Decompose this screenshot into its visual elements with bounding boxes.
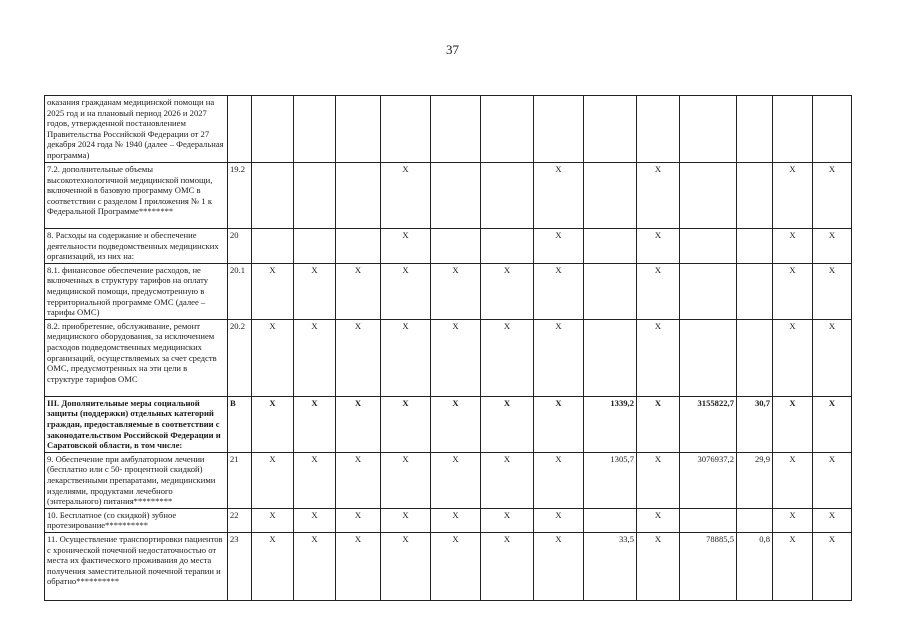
cell: X	[773, 163, 813, 229]
cell: X	[252, 452, 294, 508]
cell: X	[252, 532, 294, 600]
cell: X	[381, 163, 431, 229]
cell: X	[637, 396, 680, 452]
cell: X	[813, 319, 852, 396]
cell	[252, 163, 294, 229]
row-number: 21	[228, 452, 252, 508]
cell: X	[481, 396, 534, 452]
cell: 30,7	[737, 396, 773, 452]
cell: 78885,5	[680, 532, 737, 600]
cell: X	[431, 508, 481, 532]
cell: X	[534, 396, 584, 452]
row-description: 8.1. финансовое обеспечение расходов, не включенных в структуру тарифов на оплату медицинской помощи, предусмотренную в территориальной программе ОМС (далее – тарифы ОМС)	[45, 263, 228, 319]
row-description: 8.2. приобретение, обслуживание, ремонт медицинского оборудования, за исключением расходов подведомственных медицинских организаций, осуществляемых за счет средств ОМС, предусмотренных на эти цели в структуре тарифов ОМС	[45, 319, 228, 396]
cell	[584, 263, 637, 319]
cell: X	[381, 508, 431, 532]
cell: X	[637, 319, 680, 396]
cell: 0,8	[737, 532, 773, 600]
cell: X	[481, 263, 534, 319]
cell: X	[637, 452, 680, 508]
table-row	[45, 263, 852, 319]
row-number: 20.2	[228, 319, 252, 396]
row-description: 10. Бесплатное (со скидкой) зубное протезирование**********	[45, 508, 228, 532]
cell	[252, 229, 294, 264]
cell: X	[294, 263, 336, 319]
row-description: 7.2. дополнительные объемы высокотехнологичной медицинской помощи, включенной в базовую программу ОМС в соответствии с разделом I приложения № 1 к Федеральной Программе********	[45, 163, 228, 229]
cell: X	[381, 263, 431, 319]
cell: X	[813, 532, 852, 600]
cell	[584, 229, 637, 264]
cell: X	[381, 532, 431, 600]
cell: X	[294, 396, 336, 452]
table-row	[45, 508, 852, 532]
cell	[336, 163, 381, 229]
cell	[431, 163, 481, 229]
cell	[336, 229, 381, 264]
cell	[737, 508, 773, 532]
cell	[737, 163, 773, 229]
cell: X	[813, 452, 852, 508]
cell: X	[431, 396, 481, 452]
cell: X	[294, 452, 336, 508]
cell: X	[813, 508, 852, 532]
cell: X	[534, 452, 584, 508]
cell	[294, 163, 336, 229]
cell: X	[336, 508, 381, 532]
cell: 33,5	[584, 532, 637, 600]
cell: X	[294, 319, 336, 396]
cell: X	[431, 263, 481, 319]
cell: X	[773, 396, 813, 452]
cell: X	[481, 508, 534, 532]
cell	[737, 263, 773, 319]
row-description: 8. Расходы на содержание и обеспечение деятельности подведомственных медицинских организаций, из них на:	[45, 229, 228, 264]
cell: X	[534, 263, 584, 319]
cell: X	[431, 532, 481, 600]
row-description: III. Дополнительные меры социальной защиты (поддержки) отдельных категорий граждан, предоставляемые в соответствии с законодательством Российской Федерации и Саратовской области, в том числе:	[45, 396, 228, 452]
cell: X	[481, 319, 534, 396]
cell: X	[336, 319, 381, 396]
cell: X	[773, 263, 813, 319]
cell: X	[637, 532, 680, 600]
cell: X	[294, 532, 336, 600]
cell: X	[336, 263, 381, 319]
cell: X	[534, 319, 584, 396]
cell: 1305,7	[584, 452, 637, 508]
cell	[680, 508, 737, 532]
cell: X	[773, 229, 813, 264]
cell: X	[637, 508, 680, 532]
cell: X	[252, 263, 294, 319]
cell	[680, 319, 737, 396]
table-row	[45, 229, 852, 264]
cell: X	[534, 229, 584, 264]
cell: X	[431, 452, 481, 508]
row-description: 9. Обеспечение при амбулаторном лечении (бесплатно или с 50- процентной скидкой) лекарственными препаратами, медицинскими изделиями, продуктами лечебного (энтерального) питания*********	[45, 452, 228, 508]
cell: X	[773, 532, 813, 600]
cell	[294, 229, 336, 264]
cell: X	[336, 396, 381, 452]
cell	[584, 319, 637, 396]
cell	[481, 163, 534, 229]
row-number: 20	[228, 229, 252, 264]
cell: X	[336, 532, 381, 600]
cell: X	[381, 229, 431, 264]
table-row	[45, 163, 852, 229]
cell: X	[813, 263, 852, 319]
cell: X	[294, 508, 336, 532]
cell	[481, 229, 534, 264]
cell	[680, 229, 737, 264]
cell: 29,9	[737, 452, 773, 508]
cell: X	[637, 229, 680, 264]
cell: X	[336, 452, 381, 508]
cell: X	[381, 452, 431, 508]
row-description: 11. Осуществление транспортировки пациентов с хронической почечной недостаточностью от места их фактического проживания до места получения заместительной почечной терапии и обратно**********	[45, 532, 228, 600]
row-number: В	[228, 396, 252, 452]
cell	[680, 163, 737, 229]
row-description: оказания гражданам медицинской помощи на 2025 год и на плановый период 2026 и 2027 годов, утвержденной постановлением Правительства Российской Федерации от 27 декабря 2024 года № 1940 (далее – Федеральная программа)	[45, 96, 228, 163]
table-row	[45, 96, 852, 163]
row-number: 22	[228, 508, 252, 532]
table-row	[45, 452, 852, 508]
cell: X	[813, 163, 852, 229]
cell: X	[252, 319, 294, 396]
cell: X	[773, 452, 813, 508]
row-number: 23	[228, 532, 252, 600]
cell: X	[773, 319, 813, 396]
cell	[431, 229, 481, 264]
budget-table	[44, 95, 852, 601]
cell	[584, 163, 637, 229]
table-row	[45, 532, 852, 600]
cell: X	[534, 508, 584, 532]
cell: X	[534, 532, 584, 600]
cell: X	[813, 396, 852, 452]
row-number: 20.1	[228, 263, 252, 319]
cell	[680, 263, 737, 319]
cell: X	[381, 396, 431, 452]
cell	[737, 319, 773, 396]
page-number: 37	[446, 42, 459, 57]
cell: X	[637, 263, 680, 319]
cell: X	[534, 163, 584, 229]
table-row	[45, 319, 852, 396]
cell: X	[481, 532, 534, 600]
cell	[737, 229, 773, 264]
cell	[584, 508, 637, 532]
table-row	[45, 396, 852, 452]
cell: X	[773, 508, 813, 532]
cell: X	[637, 163, 680, 229]
cell: X	[813, 229, 852, 264]
cell: X	[431, 319, 481, 396]
cell: 3076937,2	[680, 452, 737, 508]
cell: X	[481, 452, 534, 508]
cell: X	[381, 319, 431, 396]
cell: 3155822,7	[680, 396, 737, 452]
row-number: 19.2	[228, 163, 252, 229]
cell: X	[252, 508, 294, 532]
cell: X	[252, 396, 294, 452]
cell: 1339,2	[584, 396, 637, 452]
